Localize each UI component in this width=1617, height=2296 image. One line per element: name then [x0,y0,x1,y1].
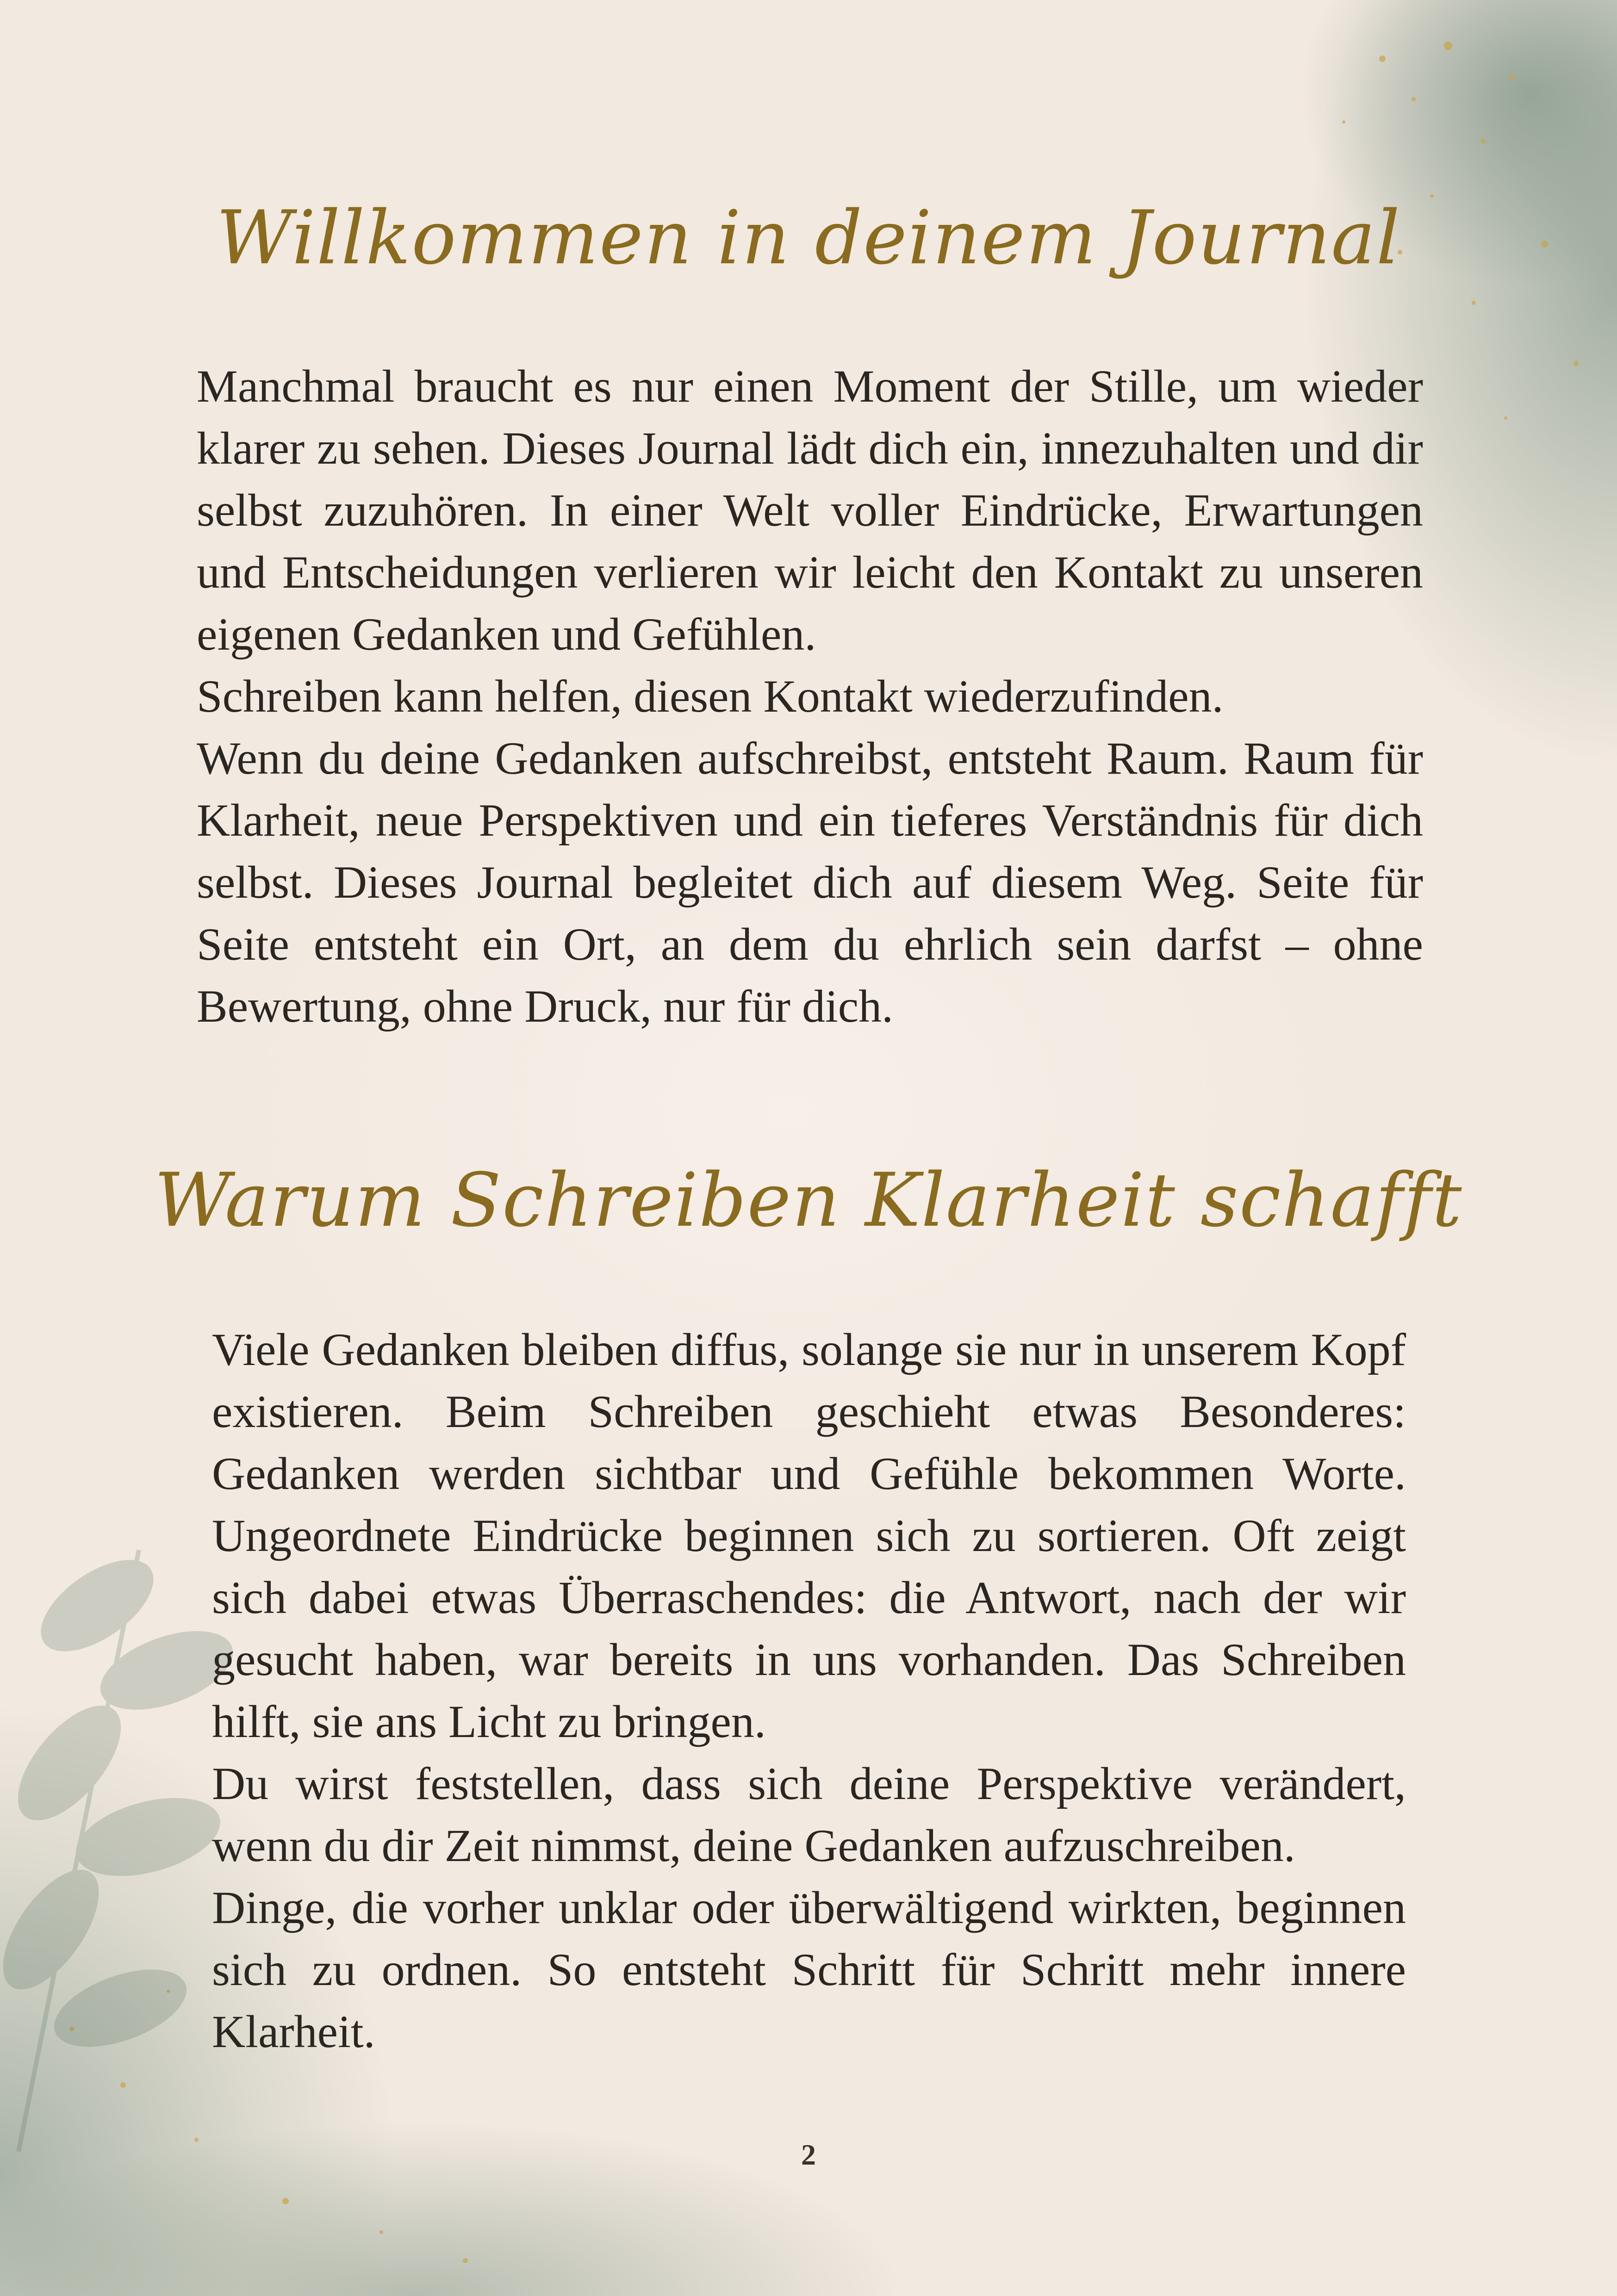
page-number: 2 [801,2138,816,2171]
welcome-paragraph-3: Wenn du deine Gedanken aufschreibst, entsteht Raum. Raum für Klarheit, neue Perspektiven und ein tieferes Verständnis für dich selbst. Dieses Journal begleitet dich auf diesem Weg. Seite für Seite entsteht ein Ort, an dem du ehrlich sein darfst – ohne Bewertung, ohne Druck, nur für dich. [197,732,1423,1032]
welcome-paragraph-1: Manchmal braucht es nur einen Moment der Stille, um wieder klarer zu sehen. Dieses Journal lädt dich ein, innezuhalten und dir selbst zuzuhören. In einer Welt voller Eindrücke, Erwartungen und Entscheidungen verlieren wir leicht den Kontakt zu unseren eigenen Gedanken und Gefühlen. [197,360,1423,660]
section-heading-clarity: Warum Schreiben Klarheit schafft [154,1157,1463,1243]
clarity-paragraph-2: Du wirst feststellen, dass sich deine Perspektive verändert, wenn du dir Zeit nimmst, deine Gedanken aufzuschreiben. [212,1758,1406,1871]
clarity-text-block [212,1319,1406,2063]
clarity-paragraph-3: Dinge, die vorher unklar oder überwältigend wirkten, beginnen sich zu ordnen. So entsteht Schritt für Schritt mehr innere Klarheit. [212,1882,1406,2057]
clarity-paragraph-1: Viele Gedanken bleiben diffus, solange sie nur in unserem Kopf existieren. Beim Schreiben geschieht etwas Besonderes: Gedanken werden sichtbar und Gefühle bekommen Worte. Ungeordnete Eindrücke beginnen sich zu sortieren. Oft zeigt sich dabei etwas Überraschendes: die Antwort, nach der wir gesucht haben, war bereits in uns vorhanden. Das Schreiben hilft, sie ans Licht zu bringen. [212,1324,1406,1747]
section-heading-welcome: Willkommen in deinem Journal [216,194,1401,281]
welcome-text-block [197,355,1423,1037]
welcome-paragraph-2: Schreiben kann helfen, diesen Kontakt wiederzufinden. [197,670,1224,722]
